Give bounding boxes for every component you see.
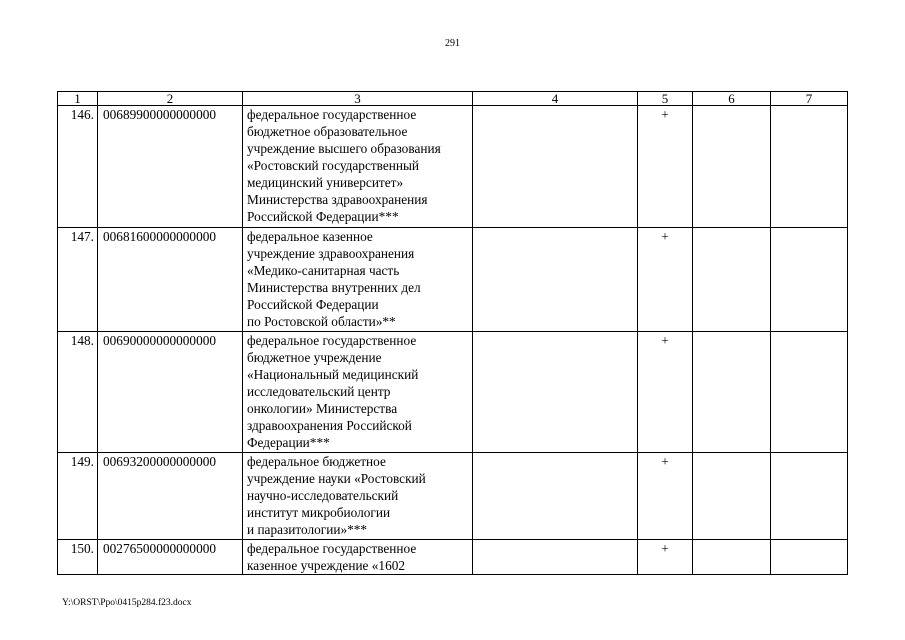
row-number: 146.	[58, 106, 98, 228]
row-organization-name: федеральное государственное бюджетное образовательное учреждение высшего образования «Ростовский государственный медицинский университет» Министерства здравоохранения Российской Федерации***	[243, 106, 473, 228]
column-header-4: 4	[473, 92, 638, 106]
row-col6	[693, 453, 771, 540]
row-code: 00693200000000000	[98, 453, 243, 540]
table-row	[58, 106, 848, 228]
row-col6	[693, 332, 771, 453]
row-col4	[473, 228, 638, 332]
row-col7	[771, 228, 848, 332]
table-header-row	[58, 92, 848, 106]
footer-file-path: Y:\ORST\Ppo\0415p284.f23.docx	[62, 598, 192, 608]
row-code: 00689900000000000	[98, 106, 243, 228]
row-organization-name: федеральное государственное бюджетное учреждение «Национальный медицинский исследовательский центр онкологии» Министерства здравоохранения Российской Федерации***	[243, 332, 473, 453]
table-row	[58, 228, 848, 332]
row-col6	[693, 228, 771, 332]
column-header-5: 5	[638, 92, 693, 106]
row-organization-name: федеральное государственное казенное учреждение «1602	[243, 540, 473, 575]
column-header-6: 6	[693, 92, 771, 106]
row-number: 149.	[58, 453, 98, 540]
row-col7	[771, 106, 848, 228]
row-col7	[771, 332, 848, 453]
column-header-2: 2	[98, 92, 243, 106]
row-col7	[771, 540, 848, 575]
row-col4	[473, 332, 638, 453]
row-code: 00690000000000000	[98, 332, 243, 453]
registry-table	[57, 91, 848, 575]
table-row	[58, 332, 848, 453]
column-header-3: 3	[243, 92, 473, 106]
row-col6	[693, 540, 771, 575]
column-header-7: 7	[771, 92, 848, 106]
row-col6	[693, 106, 771, 228]
row-col5-mark: +	[638, 332, 693, 453]
page-number: 291	[445, 38, 460, 49]
row-col4	[473, 540, 638, 575]
row-col5-mark: +	[638, 228, 693, 332]
table-row	[58, 540, 848, 575]
row-organization-name: федеральное бюджетное учреждение науки «Ростовский научно-исследовательский институт микробиологии и паразитологии»***	[243, 453, 473, 540]
row-number: 148.	[58, 332, 98, 453]
row-col5-mark: +	[638, 453, 693, 540]
row-col5-mark: +	[638, 106, 693, 228]
row-code: 00276500000000000	[98, 540, 243, 575]
row-col4	[473, 453, 638, 540]
row-organization-name: федеральное казенное учреждение здравоохранения «Медико-санитарная часть Министерства внутренних дел Российской Федерации по Ростовской области»**	[243, 228, 473, 332]
row-number: 150.	[58, 540, 98, 575]
row-code: 00681600000000000	[98, 228, 243, 332]
table-row	[58, 453, 848, 540]
row-col5-mark: +	[638, 540, 693, 575]
column-header-1: 1	[58, 92, 98, 106]
row-col7	[771, 453, 848, 540]
row-col4	[473, 106, 638, 228]
row-number: 147.	[58, 228, 98, 332]
